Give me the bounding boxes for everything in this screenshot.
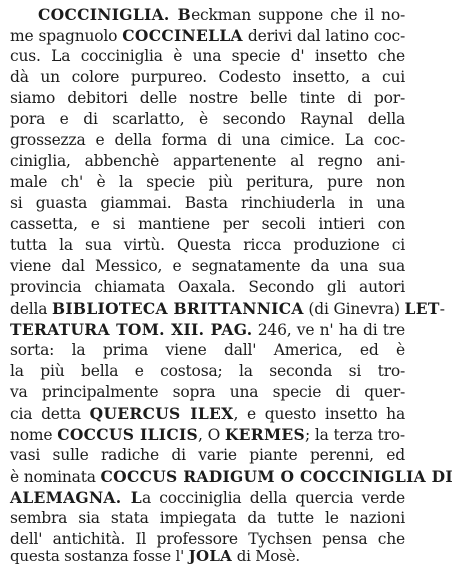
text-line: sorta: la prima viene dall' America, ed è bbox=[10, 341, 405, 359]
text-line: ALEMAGNA. La cocciniglia della quercia verde bbox=[10, 488, 405, 507]
text-line: tutta la sua virtù. Questa ricca produzione ci bbox=[10, 236, 405, 254]
text-line: della BIBLIOTECA BRITTANNICA (di Ginevra) LET- bbox=[10, 299, 445, 318]
text-line: me spagnuolo COCCINELLA derivi dal latino coc- bbox=[10, 26, 405, 45]
text-line: sembra sia stata impiegata da tutte le nazioni bbox=[10, 509, 405, 527]
text-line: è nominata COCCUS RADIGUM O COCCINIGLIA DI bbox=[10, 467, 453, 486]
text-line: male ch' è la specie più peritura, pure non bbox=[10, 173, 405, 191]
text-line: ciniglia, abbenchè appartenente al regno ani- bbox=[10, 152, 405, 170]
text-line: viene dal Messico, e segnatamente da una sua bbox=[10, 257, 405, 275]
text-line: cia detta QUERCUS ILEX, e questo insetto ha bbox=[10, 404, 405, 423]
text-line: dà un colore purpureo. Codesto insetto, a cui bbox=[10, 68, 405, 86]
text-line: TERATURA TOM. XII. PAG. 246, ve n' ha di tre bbox=[10, 320, 405, 339]
text-line: pora e di scarlatto, è secondo Raynal della bbox=[10, 110, 405, 128]
text-line: COCCINIGLIA. Beckman suppone che il no- bbox=[38, 5, 405, 24]
text-line: provincia chiamata Oaxala. Secondo gli autori bbox=[10, 278, 405, 296]
text-line: dell' antichità. Il professore Tychsen pensa che bbox=[10, 530, 405, 548]
text-line: cassetta, e si mantiene per secoli intieri con bbox=[10, 215, 405, 233]
text-line: vasi sulle radiche di varie piante perenni, ed bbox=[10, 446, 405, 464]
text-line: grossezza e della forma di una cimice. La coc- bbox=[10, 131, 405, 149]
text-line: questa sostanza fosse l' JOLA di Mosè. bbox=[10, 547, 300, 565]
text-line: siamo debitori delle nostre belle tinte di por- bbox=[10, 89, 405, 107]
text-line: si guasta giammai. Basta rinchiuderla in una bbox=[10, 194, 405, 212]
text-line: va principalmente sopra una specie di quer- bbox=[10, 383, 405, 401]
text-line: nome COCCUS ILICIS, O KERMES; la terza tro- bbox=[10, 425, 405, 444]
text-line: la più bella e costosa; la seconda si tro- bbox=[10, 362, 405, 380]
text-line: cus. La cocciniglia è una specie d' insetto che bbox=[10, 47, 405, 65]
